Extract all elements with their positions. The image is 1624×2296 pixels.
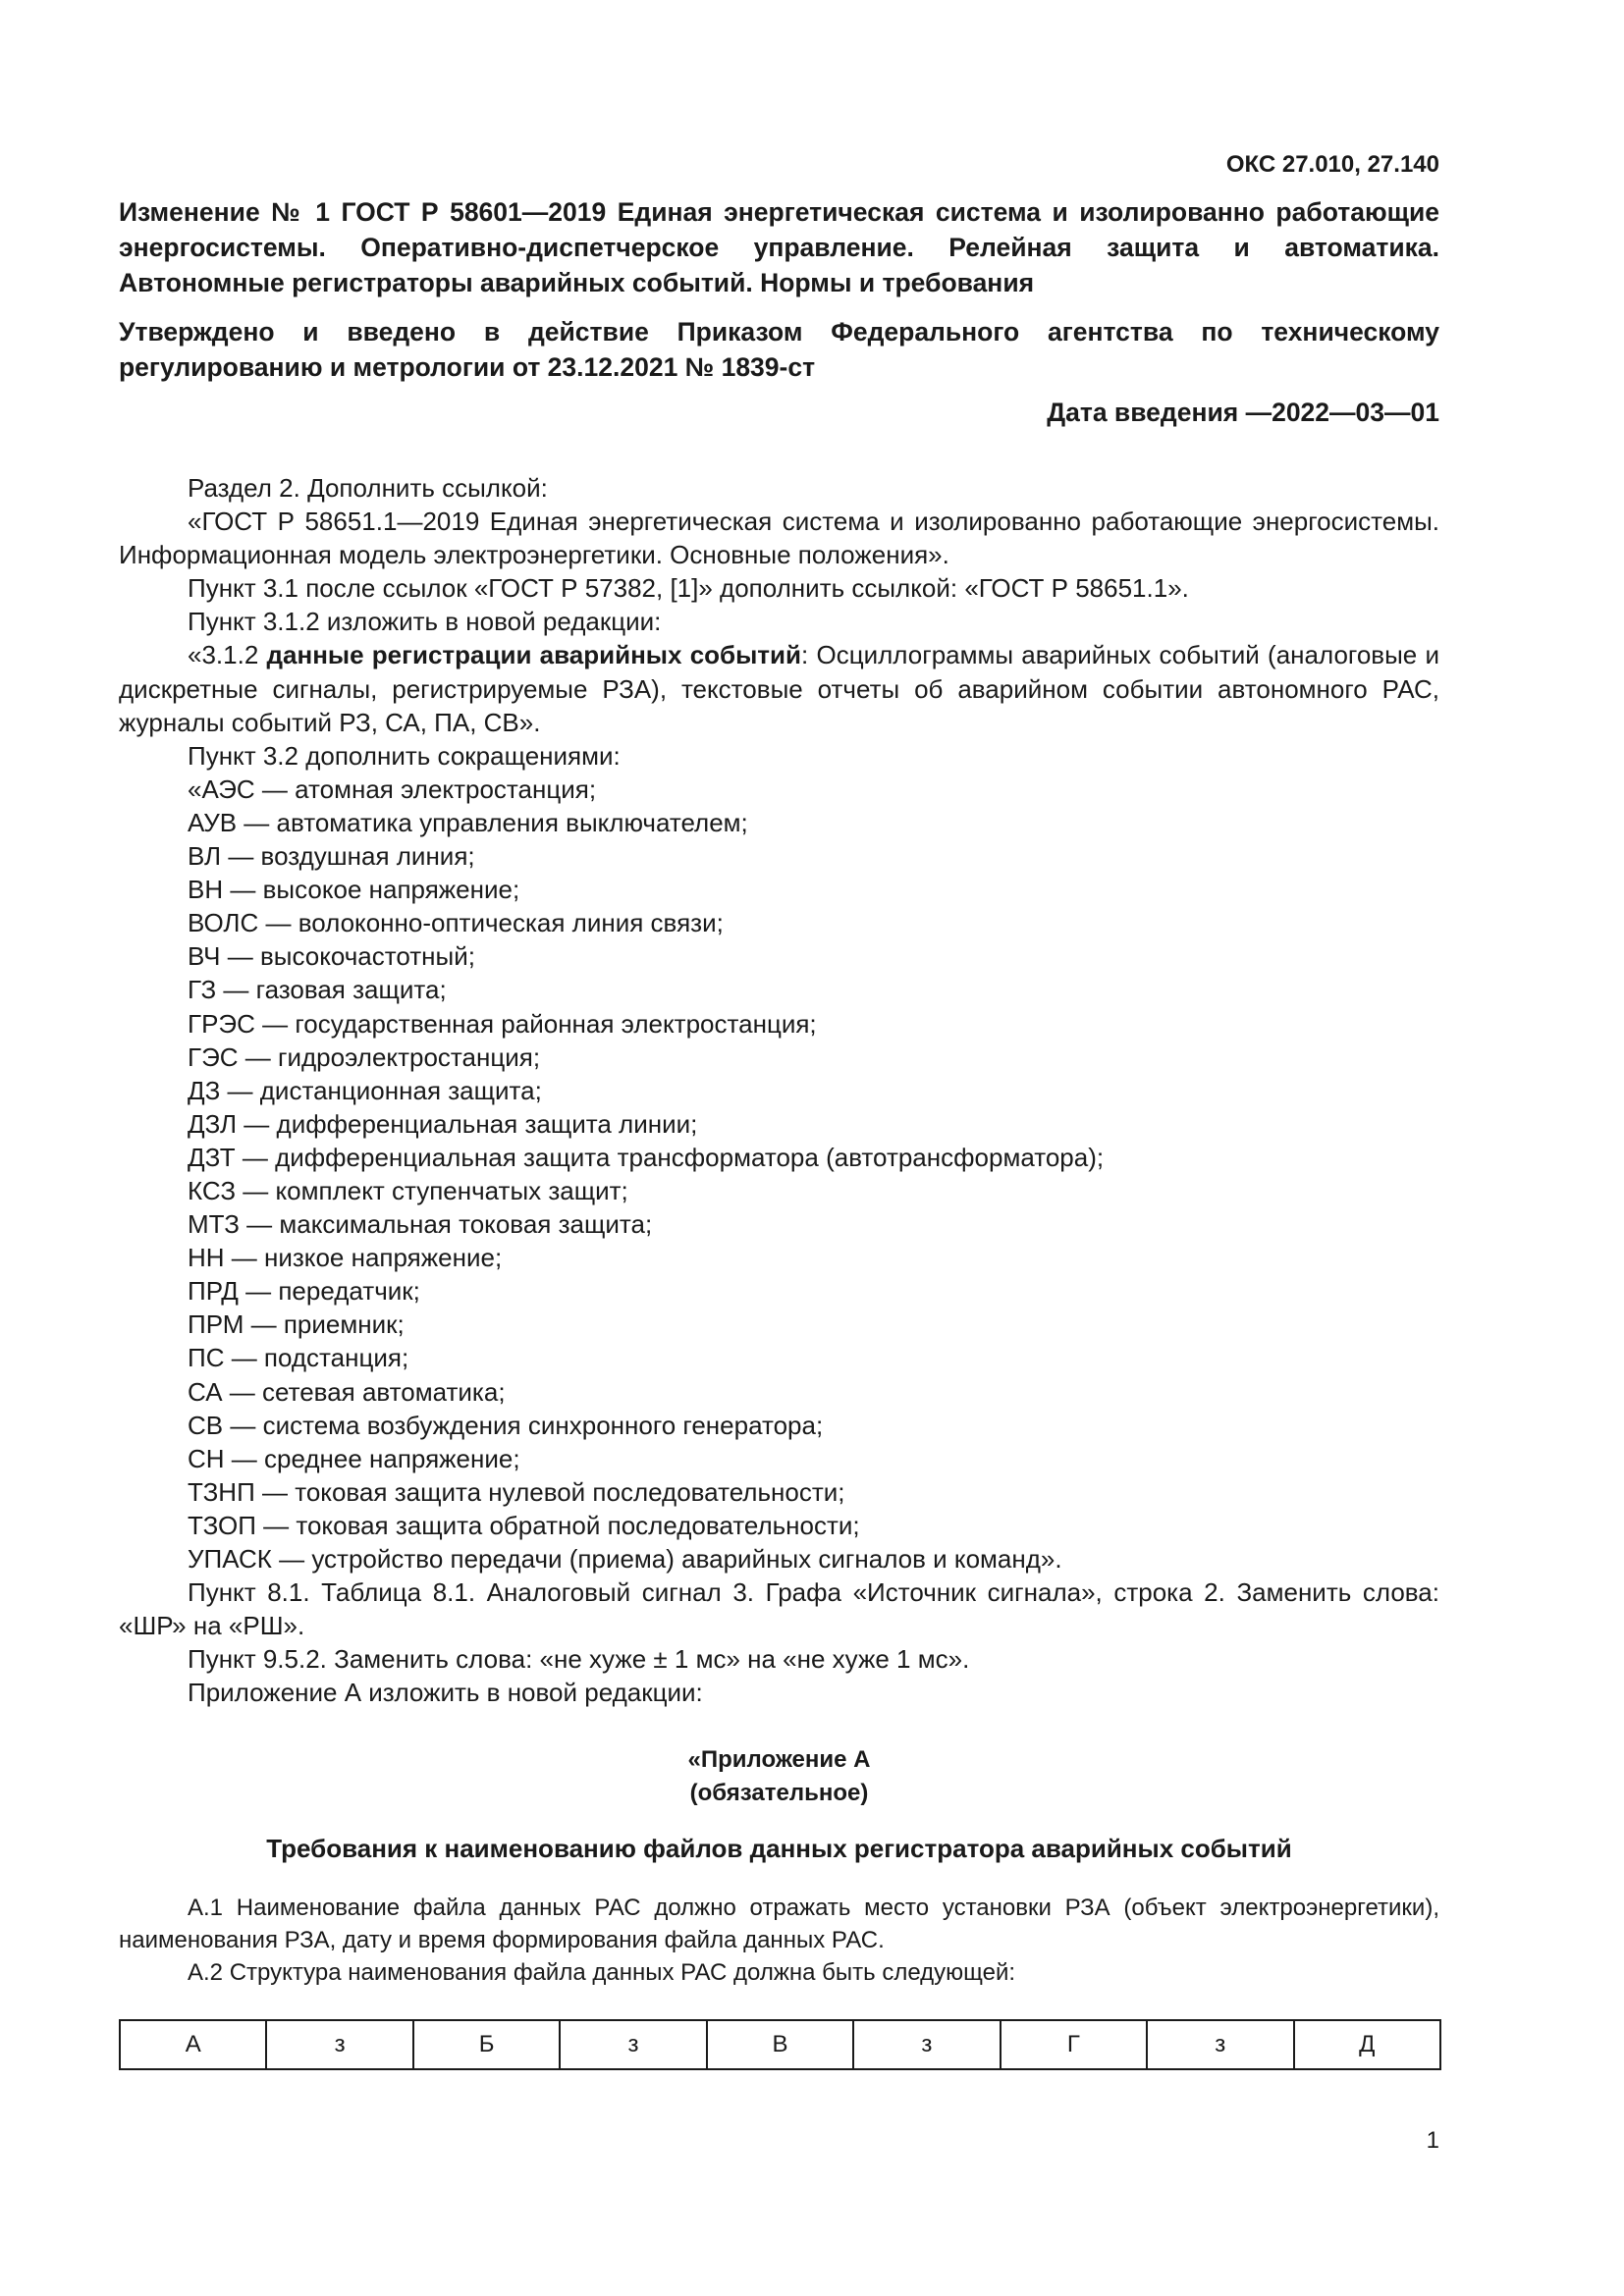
appendix-title: Требования к наименованию файлов данных регистратора аварийных событий — [266, 1834, 1292, 1863]
structure-cell: В — [707, 2020, 853, 2069]
abbreviation-item: ДЗЛ — дифференциальная защита линии; — [188, 1108, 698, 1139]
abbreviation-item: ВОЛС — волоконно-оптическая линия связи; — [188, 908, 724, 938]
abbreviation-item: ДЗТ — дифференциальная защита трансформатора (автотрансформатора); — [188, 1142, 1105, 1172]
abbreviation-item: СВ — система возбуждения синхронного генератора; — [188, 1410, 824, 1440]
abbreviation-item: НН — низкое напряжение; — [188, 1243, 503, 1273]
approval-statement: Утверждено и введено в действие Приказом Федерального агентства по техническому регулированию и метрологии от 23.12.2021 № 1839-ст — [119, 317, 1439, 382]
oks-code: ОКС 27.010, 27.140 — [1225, 151, 1439, 178]
abbreviation-item: «АЭС — атомная электростанция; — [188, 774, 597, 804]
appendix-label: «Приложение А — [687, 1746, 871, 1773]
structure-cell: з — [266, 2020, 412, 2069]
abbreviation-item: ГРЭС — государственная районная электростанция; — [188, 1008, 817, 1039]
abbreviation-item: ГЭС — гидроэлектростанция; — [188, 1041, 541, 1072]
paragraph: А.2 Структура наименования файла данных РАС должна быть следующей: — [188, 1959, 1016, 1986]
structure-cell: з — [560, 2020, 706, 2069]
abbreviation-item: ДЗ — дистанционная защита; — [188, 1075, 542, 1105]
abbreviation-item: СА — сетевая автоматика; — [188, 1376, 506, 1407]
abbreviation-item: ПС — подстанция; — [188, 1343, 409, 1373]
paragraph: А.1 Наименование файла данных РАС должно отражать место установки РЗА (объект электроэнергетики), наименования РЗА, дату и время формирования файла данных РАС. — [119, 1895, 1439, 1953]
filename-structure-table — [119, 2019, 1441, 2070]
structure-cell: з — [853, 2020, 1000, 2069]
paragraph-definition — [119, 638, 1439, 738]
amendment-body — [119, 471, 1439, 1709]
definition-term: данные регистрации аварийных событий — [266, 640, 802, 670]
paragraph: Пункт 9.5.2. Заменить слова: «не хуже ± 1 мс» на «не хуже 1 мс». — [188, 1644, 970, 1675]
abbreviation-list — [119, 773, 1439, 1575]
appendix-body — [119, 1892, 1439, 1989]
definition-number: «3.1.2 — [188, 640, 267, 670]
abbreviation-item: КСЗ — комплект ступенчатых защит; — [188, 1175, 628, 1205]
paragraph: «ГОСТ Р 58651.1—2019 Единая энергетическая система и изолированно работающие энергосистемы. Информационная модель электроэнергетики. Основные положения». — [119, 507, 1439, 570]
paragraph: Пункт 8.1. Таблица 8.1. Аналоговый сигнал 3. Графа «Источник сигнала», строка 2. Заменить слова: «ШР» на «РШ». — [119, 1577, 1439, 1641]
definition-text: : Осциллограммы аварийных событий (аналоговые и дискретные сигналы, регистрируемые РЗА), текстовые отчеты об аварийном событии автономного РАС, журналы событий РЗ, СА, ПА, СВ». — [119, 640, 1439, 737]
paragraph: Приложение А изложить в новой редакции: — [188, 1678, 703, 1708]
page-number: 1 — [1426, 2127, 1439, 2154]
paragraph: Пункт 3.1 после ссылок «ГОСТ Р 57382, [1]» дополнить ссылкой: «ГОСТ Р 58651.1». — [188, 573, 1189, 604]
structure-cell: Д — [1294, 2020, 1441, 2069]
abbreviation-item: МТЗ — максимальная токовая защита; — [188, 1209, 653, 1240]
structure-cell: Г — [1001, 2020, 1147, 2069]
abbreviation-item: СН — среднее напряжение; — [188, 1443, 520, 1473]
abbreviation-item: ВЛ — воздушная линия; — [188, 841, 475, 872]
paragraph: Раздел 2. Дополнить ссылкой: — [188, 473, 548, 503]
amendment-title: Изменение № 1 ГОСТ Р 58601—2019 Единая энергетическая система и изолированно работающие энергосистемы. Оперативно-диспетчерское управление. Релейная защита и автоматика. Автономные регистраторы аварийных событий. Нормы и требования — [119, 197, 1439, 297]
appendix-status: (обязательное) — [689, 1780, 869, 1806]
appendix-header — [119, 1743, 1439, 1810]
abbreviation-item: ВЧ — высокочастотный; — [188, 941, 475, 972]
abbreviation-item: УПАСК — устройство передачи (приема) аварийных сигналов и команд». — [188, 1544, 1062, 1574]
abbreviation-item: ПРД — передатчик; — [188, 1276, 420, 1307]
abbreviation-item: ПРМ — приемник; — [188, 1309, 405, 1340]
paragraph: Пункт 3.1.2 изложить в новой редакции: — [188, 607, 662, 637]
abbreviation-item: АУВ — автоматика управления выключателем; — [188, 807, 748, 837]
structure-cell: А — [120, 2020, 266, 2069]
structure-cell: з — [1147, 2020, 1293, 2069]
effective-date: Дата введения —2022—03—01 — [1047, 398, 1439, 427]
abbreviation-item: ГЗ — газовая защита; — [188, 975, 447, 1005]
paragraph: Пункт 3.2 дополнить сокращениями: — [188, 740, 621, 771]
table-row — [120, 2020, 1440, 2069]
abbreviation-item: ВН — высокое напряжение; — [188, 875, 520, 905]
abbreviation-item: ТЗОП — токовая защита обратной последовательности; — [188, 1510, 860, 1540]
abbreviation-item: ТЗНП — токовая защита нулевой последовательности; — [188, 1476, 845, 1507]
structure-cell: Б — [413, 2020, 560, 2069]
